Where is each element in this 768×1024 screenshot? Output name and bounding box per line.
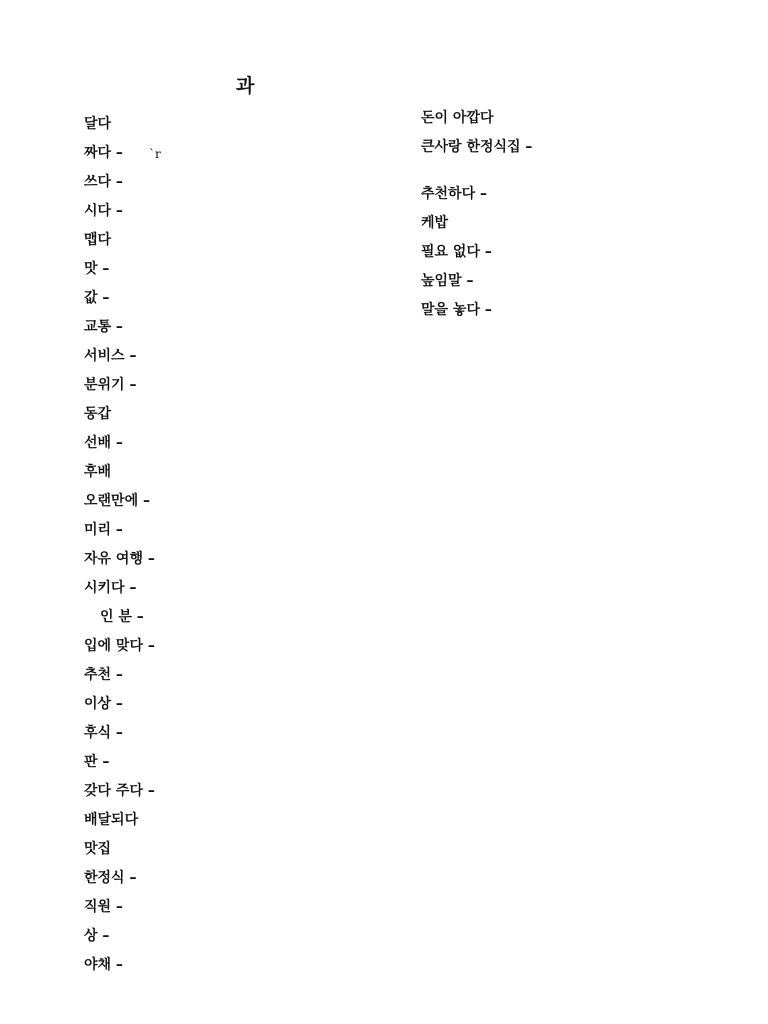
vocab-text: 쓰다 – bbox=[84, 173, 123, 190]
vocab-text: 말을 놓다 – bbox=[421, 301, 492, 318]
vocab-text: 이상 – bbox=[84, 695, 123, 712]
vocab-text: 한정식 – bbox=[84, 869, 137, 886]
vocab-text: 짜다 – bbox=[84, 144, 123, 161]
vocab-item bbox=[84, 196, 161, 225]
vocab-item bbox=[421, 103, 532, 132]
right-vocabulary-list bbox=[421, 103, 532, 324]
vocab-text: 미리 – bbox=[84, 521, 123, 538]
vocab-text: 배달되다 bbox=[84, 811, 139, 828]
vocab-item bbox=[84, 370, 161, 399]
vocab-item bbox=[84, 312, 161, 341]
vocab-item bbox=[84, 805, 161, 834]
vocab-text: 자유 여행 – bbox=[84, 550, 155, 567]
vocab-text: 맵다 bbox=[84, 231, 112, 248]
vocab-text: 입에 맞다 – bbox=[84, 637, 155, 654]
vocab-item bbox=[84, 892, 161, 921]
vocab-text: 값 – bbox=[84, 289, 110, 306]
vocab-item bbox=[84, 254, 161, 283]
vocab-item bbox=[421, 179, 532, 208]
vocab-item bbox=[84, 225, 161, 254]
vocab-item bbox=[84, 283, 161, 312]
vocab-text: 교통 – bbox=[84, 318, 123, 335]
vocab-text: 시키다 – bbox=[84, 579, 137, 596]
vocab-text: 큰사랑 한정식집 – bbox=[421, 138, 533, 155]
vocab-text: 맛집 bbox=[84, 840, 112, 857]
vocab-text: 상 – bbox=[84, 927, 110, 944]
vocab-text: 오랜만에 – bbox=[84, 492, 150, 509]
vocab-text: 선배 – bbox=[84, 434, 123, 451]
vocab-item bbox=[84, 138, 161, 167]
vocab-item bbox=[84, 428, 161, 457]
vocab-item bbox=[84, 573, 161, 602]
vocab-text: 케밥 bbox=[421, 214, 449, 231]
vocab-text: 인 분 – bbox=[100, 608, 144, 625]
vocab-text: 후식 – bbox=[84, 724, 123, 741]
page-title: 과 bbox=[236, 75, 255, 97]
vocab-text: 판 – bbox=[84, 753, 110, 770]
vocab-item bbox=[84, 747, 161, 776]
vocab-item bbox=[421, 237, 532, 266]
vocab-text: 동갑 bbox=[84, 405, 112, 422]
vocab-item bbox=[421, 266, 532, 295]
vocab-item bbox=[84, 341, 161, 370]
vocab-text: 추천하다 – bbox=[421, 185, 487, 202]
vocab-item bbox=[84, 834, 161, 863]
vocab-item bbox=[84, 950, 161, 979]
vocab-text: 추천 – bbox=[84, 666, 123, 683]
vocab-text: 후배 bbox=[84, 463, 112, 480]
vocab-text: 돈이 아깝다 bbox=[421, 109, 494, 126]
vocab-item bbox=[84, 660, 161, 689]
vocab-text: 높임말 – bbox=[421, 272, 474, 289]
vocab-text: 야채 – bbox=[84, 956, 123, 973]
vocab-item bbox=[84, 486, 161, 515]
stray-mark: `r bbox=[148, 146, 161, 161]
vocab-item bbox=[421, 132, 532, 161]
vocab-item bbox=[84, 544, 161, 573]
vocab-item bbox=[84, 515, 161, 544]
vocab-item bbox=[84, 457, 161, 486]
vocab-item bbox=[84, 109, 161, 138]
vocab-item bbox=[421, 295, 532, 324]
vocab-item bbox=[84, 167, 161, 196]
left-vocabulary-list bbox=[84, 109, 161, 979]
vocab-item bbox=[84, 602, 161, 631]
vocab-item bbox=[421, 208, 532, 237]
vocab-item bbox=[84, 718, 161, 747]
vocab-text: 갖다 주다 – bbox=[84, 782, 155, 799]
vocab-text: 서비스 – bbox=[84, 347, 137, 364]
vocab-item bbox=[84, 399, 161, 428]
vocab-text: 달다 bbox=[84, 115, 112, 132]
vocab-text: 필요 없다 – bbox=[421, 243, 492, 260]
vocab-item bbox=[84, 921, 161, 950]
vocab-text: 분위기 – bbox=[84, 376, 137, 393]
vocab-item bbox=[84, 776, 161, 805]
vocab-text: 시다 – bbox=[84, 202, 123, 219]
vocab-item bbox=[84, 689, 161, 718]
vocab-text: 맛 – bbox=[84, 260, 110, 277]
vocab-item bbox=[84, 863, 161, 892]
vocab-text: 직원 – bbox=[84, 898, 123, 915]
vocab-item bbox=[84, 631, 161, 660]
